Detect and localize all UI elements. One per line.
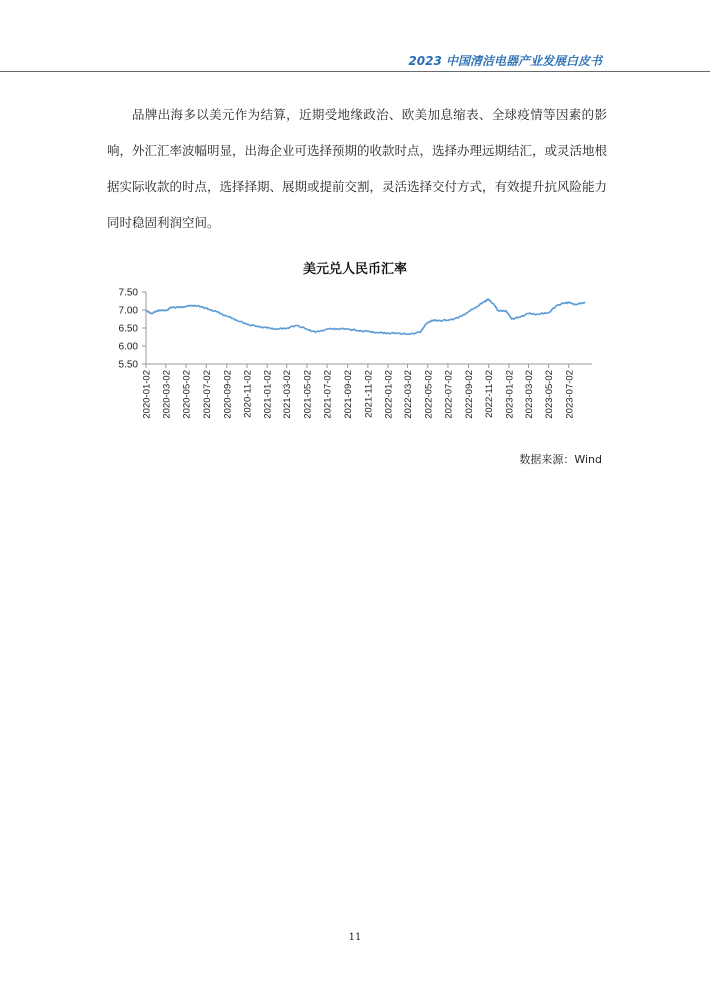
x-tick-label: 2020-05-02 [181, 370, 193, 419]
x-tick-label: 2021-05-02 [302, 370, 314, 419]
x-tick-label: 2022-03-02 [403, 370, 415, 419]
x-tick-label: 2023-01-02 [504, 370, 516, 419]
x-tick-label: 2023-05-02 [544, 370, 556, 419]
x-tick-label: 2020-11-02 [242, 370, 254, 418]
x-tick-label: 2020-09-02 [222, 370, 234, 419]
running-header-title: 2023 中国清洁电器产业发展白皮书 [408, 54, 602, 68]
x-tick-label: 2023-03-02 [523, 370, 535, 419]
chart-title: 美元兑人民币汇率 [302, 262, 407, 277]
x-tick-label: 2022-05-02 [423, 370, 435, 419]
y-tick-label: 5.50 [118, 359, 138, 371]
x-tick-label: 2020-07-02 [201, 370, 213, 419]
y-tick-label: 7.00 [118, 305, 138, 317]
x-tick-label: 2022-11-02 [484, 370, 496, 418]
body-paragraph: 品牌出海多以美元作为结算，近期受地缘政治、欧美加息缩表、全球疫情等因素的影响，外汇汇率波幅明显，出海企业可选择预期的收款时点，选择办理远期结汇，或灵活地根据实际收款的时点，选择择期、展期或提前交割，灵活选择交付方式，有效提升抗风险能力同时稳固利润空间。 [107, 107, 608, 230]
x-tick-label: 2023-07-02 [564, 370, 576, 419]
data-source: 数据来源：Wind [519, 453, 602, 466]
x-tick-label: 2021-07-02 [322, 370, 334, 419]
x-tick-label: 2022-01-02 [383, 370, 395, 419]
x-tick-label: 2021-11-02 [363, 370, 375, 418]
header-rule [0, 71, 710, 72]
x-tick-label: 2020-01-02 [141, 370, 153, 419]
y-tick-label: 6.50 [118, 323, 138, 335]
x-tick-label: 2021-09-02 [343, 370, 355, 419]
x-tick-label: 2021-03-02 [282, 370, 294, 419]
body-text [107, 97, 607, 241]
x-tick-label: 2020-03-02 [161, 370, 173, 419]
y-tick-label: 6.00 [118, 341, 138, 353]
exchange-rate-chart [100, 282, 610, 432]
series-layer [146, 299, 585, 334]
x-tick-label: 2022-07-02 [443, 370, 455, 419]
x-tick-label: 2021-01-02 [262, 370, 274, 419]
page-number: 11 [348, 932, 362, 943]
y-tick-label: 7.50 [118, 287, 138, 299]
usd-cny-rate-line [146, 299, 585, 334]
x-tick-label: 2022-09-02 [463, 370, 475, 419]
x-axis [142, 364, 593, 419]
y-axis [119, 288, 146, 371]
